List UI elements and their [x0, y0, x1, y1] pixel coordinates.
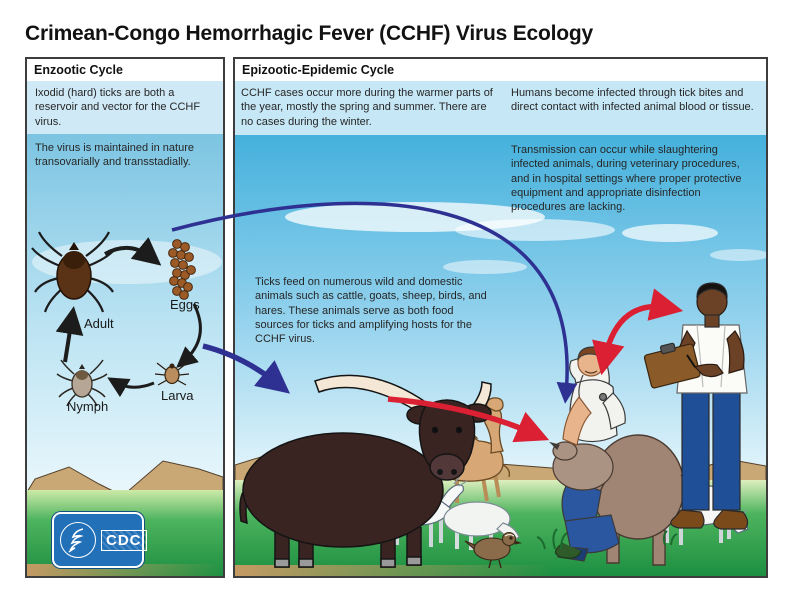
epizootic-header: Epizootic-Epidemic Cycle — [235, 59, 766, 81]
human-infection-note: Humans become infected through tick bites and direct contact with infected animal blood or tissue. — [511, 87, 754, 114]
cdc-logo-text: CDC — [101, 530, 147, 551]
enzootic-cycle-panel — [25, 57, 225, 578]
cdc-logo — [52, 512, 144, 568]
ticks-feed-note: Ticks feed on numerous wild and domestic animals such as cattle, goats, sheep, birds, and hares. These animals serve as both food sources for ticks and amplifying hosts for the CCHF virus. — [255, 276, 487, 346]
page-title: Crimean-Congo Hemorrhagic Fever (CCHF) Virus Ecology — [25, 22, 593, 45]
cloud — [455, 219, 615, 241]
tick-lifecycle-illustration — [27, 134, 223, 576]
enzootic-sky — [27, 134, 223, 492]
tick-reservoir-note: Ixodid (hard) ticks are both a reservoir and vector for the CCHF virus. — [27, 81, 223, 135]
seasonality-note: CCHF cases occur more during the warmer parts of the year, mostly the spring and summer. There are no cases during the winter. — [241, 87, 493, 128]
label-adult: Adult — [84, 316, 114, 331]
cloud — [622, 224, 718, 242]
label-nymph: Nymph — [67, 399, 109, 414]
hhs-eagle-icon — [60, 522, 96, 558]
enzootic-header: Enzootic Cycle — [27, 59, 223, 81]
epizootic-epidemic-panel — [233, 57, 768, 578]
virus-maintenance-note: The virus is maintained in nature transovarially and transstadially. — [35, 142, 194, 169]
label-larva: Larva — [161, 388, 194, 403]
cloud — [443, 260, 527, 274]
label-eggs: Eggs — [170, 297, 200, 312]
transmission-note: Transmission can occur while slaughtering infected animals, during veterinary procedures, and in hospital settings where proper protective equipment and appropriate disinfection procedures are lacking. — [511, 144, 742, 214]
top-info-band — [235, 81, 766, 135]
